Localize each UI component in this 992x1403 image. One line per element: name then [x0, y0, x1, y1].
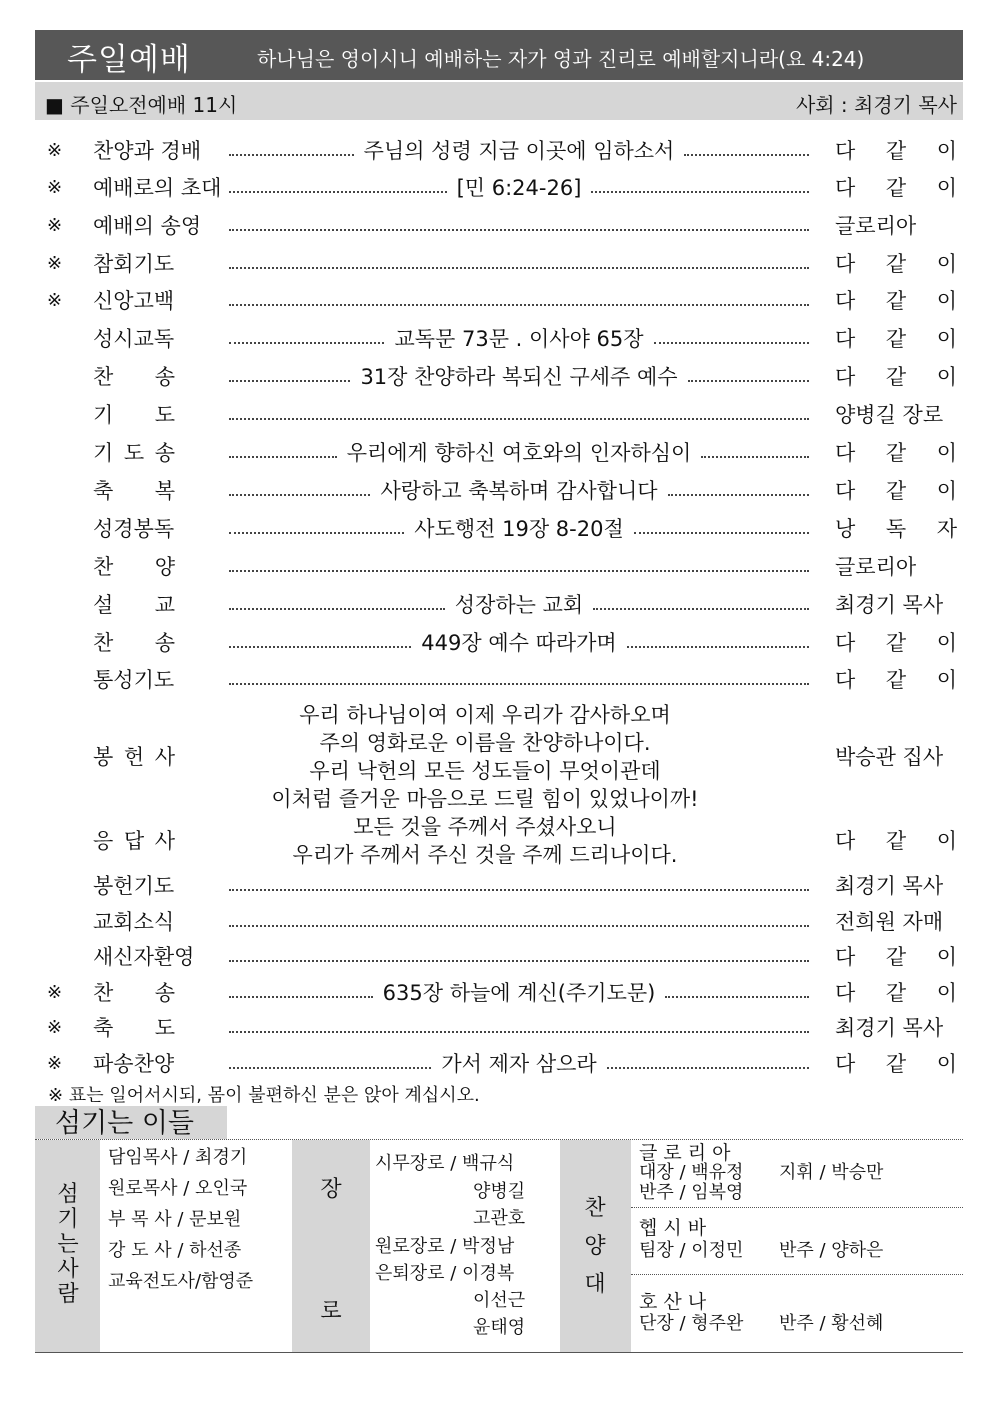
order-leader: 박승관 집사: [835, 745, 944, 769]
order-label: 봉헌기도: [93, 874, 175, 898]
order-leader-line: [229, 665, 809, 695]
dotted-leader: [229, 996, 373, 998]
order-label: 축 도: [93, 1016, 175, 1040]
dotted-leader: [229, 1031, 809, 1033]
standing-mark: ※: [47, 982, 63, 1003]
choir-heading: [582, 1190, 608, 1304]
order-row: [35, 552, 963, 582]
dotted-leader: [229, 418, 809, 420]
order-content: 635장 하늘에 계신(주기도문): [382, 981, 656, 1005]
choir-line: 반주 / 황선혜: [779, 1313, 884, 1334]
dotted-leader: [229, 889, 809, 891]
order-leader: 다 같 이: [835, 289, 957, 313]
offering-line: 우리 하나님이여 이제 우리가 감사하오며: [299, 703, 671, 727]
response-line: 모든 것을 주께서 주셨사오니: [353, 815, 617, 839]
dotted-leader: [229, 380, 350, 382]
dotted-leader: [593, 608, 809, 610]
order-row: [35, 942, 963, 972]
order-row: [35, 871, 963, 901]
order-label: 찬 송: [93, 981, 175, 1005]
heading-char: 기: [57, 1207, 79, 1232]
order-leader: 최경기 목사: [835, 1016, 944, 1040]
minister-line: 교육전도사/함영준: [108, 1271, 254, 1292]
choir-line: 반주 / 임복영: [639, 1182, 744, 1203]
order-row: [35, 590, 963, 620]
minister-line: 원로목사 / 오인국: [108, 1178, 248, 1199]
order-label: 찬 송: [93, 631, 175, 655]
order-row: [35, 514, 963, 544]
heading-char: 사: [57, 1257, 79, 1282]
order-label: 봉 헌 사: [93, 745, 175, 769]
order-row: [35, 907, 963, 937]
order-leader-line: [229, 628, 809, 658]
order-leader-line: [229, 438, 809, 468]
order-label: 성시교독: [93, 327, 175, 351]
dotted-leader: [701, 456, 809, 458]
order-leader-line: [229, 907, 809, 937]
choir-line: 팀장 / 이정민: [639, 1240, 744, 1261]
order-content: 449장 예수 따라가며: [421, 631, 617, 655]
order-leader: 다 같 이: [835, 441, 957, 465]
dotted-leader: [229, 494, 370, 496]
order-leader: 다 같 이: [835, 139, 957, 163]
heading-char: 람: [57, 1282, 79, 1307]
dotted-leader: [668, 494, 809, 496]
heading-char: 대: [584, 1272, 606, 1297]
order-leader: 다 같 이: [835, 176, 957, 200]
dotted-leader: [229, 191, 447, 193]
order-label: 예배로의 초대: [93, 176, 222, 200]
elder-line: 윤태영: [473, 1317, 526, 1338]
order-leader: 다 같 이: [835, 252, 957, 276]
dotted-leader: [654, 342, 809, 344]
order-content: 우리에게 향하신 여호와의 인자하심이: [346, 441, 692, 465]
order-leader: 다 같 이: [835, 668, 957, 692]
choir-divider: [631, 1274, 963, 1275]
minister-line: 강 도 사 / 하선종: [108, 1240, 242, 1261]
elder-line: 양병길: [473, 1181, 526, 1202]
standing-mark: ※: [47, 253, 63, 274]
service-host: 사회 : 최경기 목사: [795, 93, 957, 117]
order-leader: 다 같 이: [835, 829, 957, 853]
order-row: [35, 286, 963, 316]
order-leader-line: [229, 136, 809, 166]
order-label: 신앙고백: [93, 289, 175, 313]
order-leader: 글로리아: [835, 214, 917, 238]
order-leader-line: [229, 324, 809, 354]
dotted-leader: [229, 304, 809, 306]
response-line: 우리가 주께서 주신 것을 주께 드리나이다.: [292, 843, 678, 867]
order-row: [35, 978, 963, 1008]
standing-mark: ※: [47, 177, 63, 198]
order-leader-line: [229, 1013, 809, 1043]
dotted-leader: [627, 646, 809, 648]
order-leader: 전희원 자매: [835, 910, 944, 934]
dotted-leader: [229, 267, 809, 269]
elder-line: 시무장로 / 백규식: [375, 1153, 515, 1174]
order-content: 성장하는 교회: [454, 593, 584, 617]
order-row: [35, 400, 963, 430]
order-row: [35, 476, 963, 506]
elders-heading-bottom: 로: [320, 1299, 342, 1324]
minister-line: 담임목사 / 최경기: [108, 1147, 248, 1168]
order-label: 기 도 송: [93, 441, 175, 465]
standing-mark: ※: [47, 290, 63, 311]
standing-mark: ※: [47, 140, 63, 161]
order-leader-line: [229, 590, 809, 620]
choir-line: 지휘 / 박승만: [779, 1162, 884, 1183]
order-leader-line: [229, 978, 809, 1008]
page-title: 주일예배: [67, 42, 191, 78]
order-label: 축 복: [93, 479, 175, 503]
order-leader: 글로리아: [835, 555, 917, 579]
order-leader: 최경기 목사: [835, 874, 944, 898]
order-row: [35, 211, 963, 241]
order-label: 예배의 송영: [93, 214, 202, 238]
heading-char: 는: [57, 1232, 79, 1257]
order-leader: 다 같 이: [835, 327, 957, 351]
order-leader: 다 같 이: [835, 1052, 957, 1076]
dotted-leader: [229, 229, 809, 231]
order-row: [35, 362, 963, 392]
order-leader: 다 같 이: [835, 479, 957, 503]
heading-char: 섬: [57, 1182, 79, 1207]
order-leader-line: [229, 173, 809, 203]
order-label: 찬 양: [93, 555, 175, 579]
order-leader-line: [229, 552, 809, 582]
dotted-leader: [229, 960, 809, 962]
dotted-leader: [229, 683, 809, 685]
choir-line: 단장 / 형주완: [639, 1313, 744, 1334]
standing-mark: ※: [47, 1017, 63, 1038]
servers-table: [35, 1139, 963, 1353]
order-content: 사랑하고 축복하며 감사합니다: [380, 479, 658, 503]
order-label: 성경봉독: [93, 517, 175, 541]
elder-line: 원로장로 / 박정남: [375, 1236, 515, 1257]
standing-mark: ※: [47, 215, 63, 236]
dotted-leader: [229, 532, 404, 534]
order-content: 주님의 성령 지금 이곳에 임하소서: [363, 139, 675, 163]
dotted-leader: [229, 925, 809, 927]
choir-name: 글 로 리 아: [639, 1142, 731, 1164]
dotted-leader: [229, 342, 384, 344]
dotted-leader: [684, 154, 809, 156]
order-label: 새신자환영: [93, 945, 195, 969]
order-content: [민 6:24-26]: [456, 176, 582, 200]
order-row: [35, 1013, 963, 1043]
header-bar: [35, 30, 963, 80]
elder-line: 이선근: [473, 1290, 526, 1311]
order-leader: 최경기 목사: [835, 593, 944, 617]
order-leader-line: [229, 942, 809, 972]
choir-divider: [631, 1207, 963, 1208]
order-row: [35, 1049, 963, 1079]
service-time: ■ 주일오전예배 11시: [45, 93, 238, 117]
order-label: 통성기도: [93, 668, 175, 692]
choir-name: 헵 시 바: [639, 1217, 707, 1239]
order-content: 가서 제자 삼으라: [441, 1052, 597, 1076]
dotted-leader: [229, 456, 337, 458]
order-row: [35, 249, 963, 279]
order-label: 기 도: [93, 403, 175, 427]
order-leader: 다 같 이: [835, 981, 957, 1005]
order-content: 31장 찬양하라 복되신 구세주 예수: [360, 365, 678, 389]
order-leader-line: [229, 514, 809, 544]
dotted-leader: [607, 1067, 809, 1069]
order-leader-line: [229, 1049, 809, 1079]
minister-line: 부 목 사 / 문보원: [108, 1209, 242, 1230]
header-verse: 하나님은 영이시니 예배하는 자가 영과 진리로 예배할지니라(요 4:24): [257, 47, 865, 71]
order-label: 파송찬양: [93, 1052, 175, 1076]
order-content: 사도행전 19장 8-20절: [414, 517, 624, 541]
order-label: 찬 송: [93, 365, 175, 389]
order-leader: 다 같 이: [835, 945, 957, 969]
offering-text: [250, 701, 720, 813]
order-label: 응 답 사: [93, 829, 175, 853]
dotted-leader: [229, 1067, 431, 1069]
order-row: [35, 628, 963, 658]
elder-line: 고관호: [473, 1208, 526, 1229]
dotted-leader: [634, 532, 809, 534]
order-leader: 다 같 이: [835, 365, 957, 389]
elder-line: 은퇴장로 / 이경복: [375, 1263, 515, 1284]
order-leader-line: [229, 400, 809, 430]
offering-line: 이처럼 즐거운 마음으로 드릴 힘이 있었나이까!: [271, 787, 699, 811]
order-leader-line: [229, 286, 809, 316]
order-label: 찬양과 경배: [93, 139, 202, 163]
order-label: 교회소식: [93, 910, 175, 934]
heading-char: 찬: [584, 1196, 606, 1221]
order-leader: 양병길 장로: [835, 403, 944, 427]
order-leader-line: [229, 871, 809, 901]
heading-char: 양: [584, 1234, 606, 1259]
offering-line: 주의 영화로운 이름을 찬양하나이다.: [319, 731, 651, 755]
dotted-leader: [688, 380, 809, 382]
order-label: 설 교: [93, 593, 175, 617]
dotted-leader: [229, 570, 809, 572]
elders-heading-top: 장: [320, 1177, 342, 1202]
order-label: 참회기도: [93, 252, 175, 276]
order-leader-line: [229, 249, 809, 279]
order-leader-line: [229, 476, 809, 506]
order-content: 교독문 73문 . 이사야 65장: [394, 327, 644, 351]
order-leader-line: [229, 362, 809, 392]
order-leader: 낭 독 자: [835, 517, 957, 541]
standing-mark: ※: [47, 1053, 63, 1074]
choir-line: 반주 / 양하은: [779, 1240, 884, 1261]
order-row: [35, 665, 963, 695]
dotted-leader: [229, 608, 445, 610]
standing-note: ※ 표는 일어서시되, 몸이 불편하신 분은 앉아 계십시오.: [48, 1085, 480, 1106]
order-leader-line: [229, 211, 809, 241]
order-row: [35, 438, 963, 468]
choir-line: 대장 / 백유정: [639, 1162, 744, 1183]
dotted-leader: [591, 191, 809, 193]
dotted-leader: [229, 154, 354, 156]
order-leader: 다 같 이: [835, 631, 957, 655]
service-subheader: [35, 82, 963, 120]
order-row: [35, 173, 963, 203]
servers-heading: [55, 1182, 81, 1307]
order-row: [35, 324, 963, 354]
servers-title: 섬기는 이들: [35, 1106, 227, 1139]
order-row: [35, 136, 963, 166]
dotted-leader: [665, 996, 809, 998]
response-text: [250, 813, 720, 869]
offering-line: 우리 낙헌의 모든 성도들이 무엇이관데: [309, 759, 661, 783]
choir-name: 호 산 나: [639, 1291, 707, 1313]
dotted-leader: [229, 646, 411, 648]
